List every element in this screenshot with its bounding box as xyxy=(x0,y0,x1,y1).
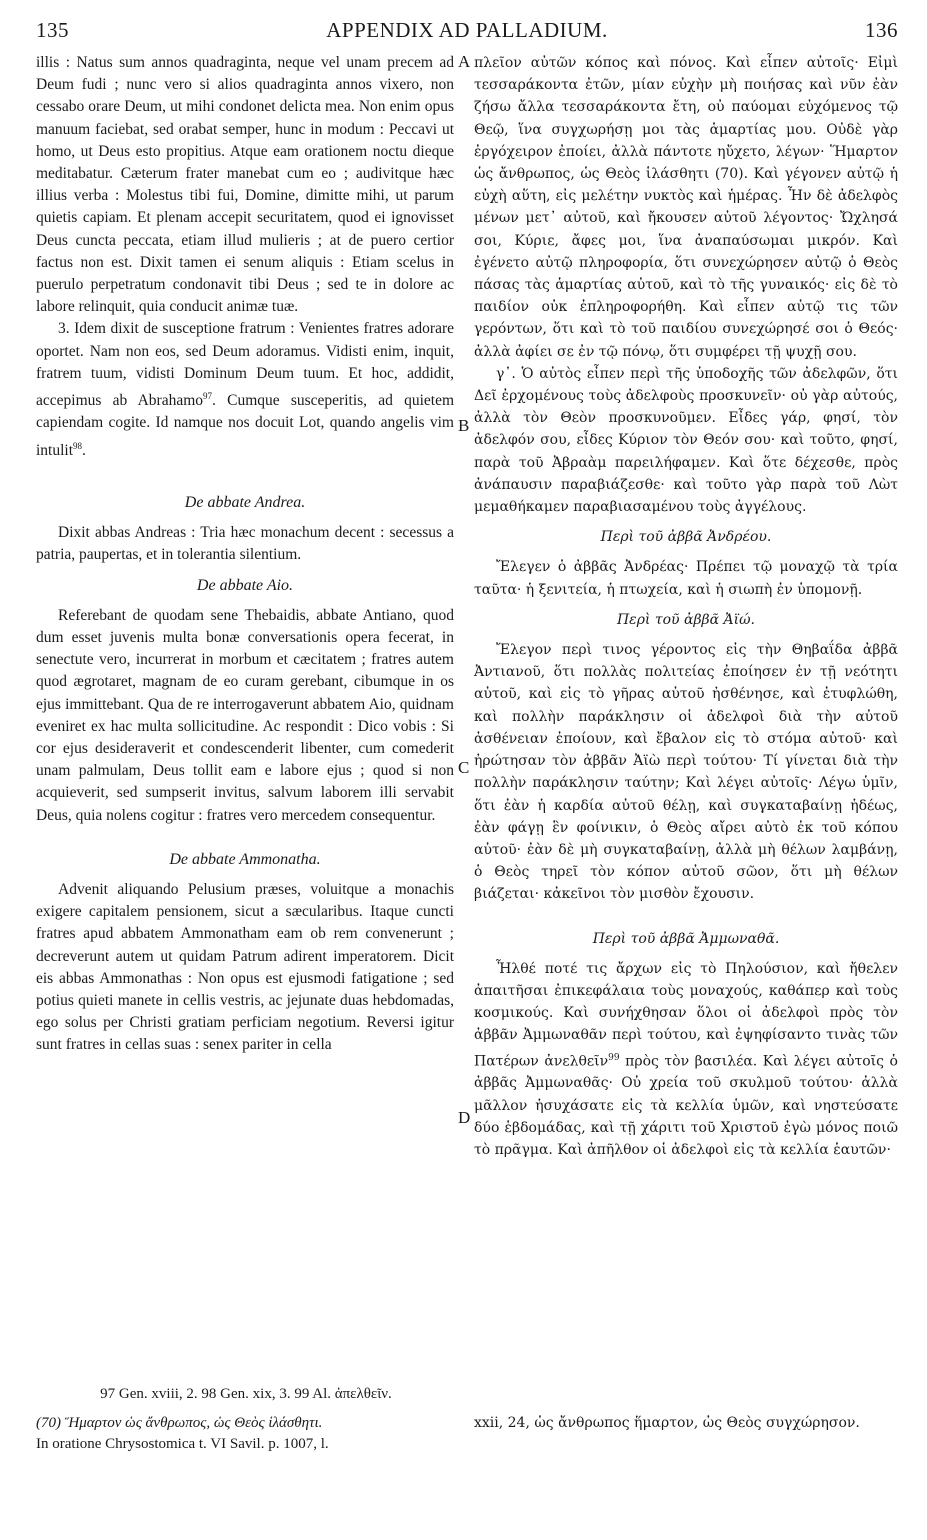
footnote-refs: 97 Gen. xviii, 2. 98 Gen. xix, 3. 99 Al. ἀπελθεῖν. xyxy=(100,1386,392,1402)
section-marker-c: C xyxy=(458,758,470,777)
footnotes-right xyxy=(474,1384,898,1434)
section-marker-d: D xyxy=(458,1108,471,1127)
latin-paragraph: Dixit abbas Andreas : Tria hæc monachum decent : secessus a patria, paupertas, et in tolerantia silentium. xyxy=(36,524,454,564)
latin-paragraph: Advenit aliquando Pelusium præses, voluitque a monachis exigere capitalem pensionem, sicut a sæcularibus. Itaque cuncti fratres apud abbatem Ammonatham eam ob rem convenerunt ; decreverunt autem ut quidam Patrum adirent imperatorem. Dicit eis abbas Ammonathas : Non opus est ejusmodi fatigatione ; sed potius quieti manete in cellis vestris, ac jejunate duas hebdomadas, ego solus per Christi gratiam perficiam negotium. Reversi igitur sunt fratres in cellas suas : senex pariter in cella xyxy=(36,881,454,1054)
page-header xyxy=(36,18,898,46)
greek-text: πρὸς τὸν βασιλέα. Καὶ λέγει αὐτοῖς ὁ ἀββᾶς Ἀμμωναθᾶς· Οὐ χρεία τοῦ σκυλμοῦ τούτου· ἀλλὰ μᾶλλον ἡσυχάσατε εἰς τὰ κελλία ὑμῶν, καὶ νηστεύσατε δύο ἑβδομάδας, καὶ τῇ χάριτι τοῦ Χριστοῦ ἐγὼ μόνος ποιῶ τὸ πρᾶγμα. Καὶ ἀπῆλθον οἱ ἀδελφοὶ εἰς τὰ κελλία ἑαυτῶν· xyxy=(474,1053,898,1158)
latin-text: . Cumque susceperitis, ad quietem capiendam cogite. Id namque nos docuit Lot, quando angelis vim intulit xyxy=(36,392,455,459)
latin-paragraph: Referebant de quodam sene Thebaidis, abbate Antiano, quod dum esset juvenis multa bonæ conversationis opera fecerat, in senectute vero, incurrerat in morbum et cæcitatem ; fratres autem quod ægrotaret, magnam de eo curam gerebant, cibumque in os ejus immittebant. Qua de re interrogaverunt abbatem Aio, quidnam eveniret ex hac multa sollicitudine. Ac respondit : Dico vobis : Si cor ejus desideraverit et condescenderit libenter, cum comederit unam palmulam, Deus tollit eam e labore ejus ; quod si non acquieverit, sed sumpserit invitus, salvum laborem illi servabit Deus, quia nolens cogitur : fratres vero mercedem consequentur. xyxy=(36,606,454,824)
latin-text: 3. Idem dixit de susceptione fratrum : Venientes fratres adorare oportet. Nam non eos, sed Deum adoramus. Vidisti enim, inquit, fratrem tuum, vidisti Dominum Deum tuum. Et hoc, addidit, accepimus ab Abrahamo xyxy=(36,320,454,410)
footnote-70-cont: In oratione Chrysostomica t. VI Savil. p. 1007, l. xyxy=(36,1436,329,1452)
greek-paragraph: γ᾽. Ὁ αὐτὸς εἶπεν περὶ τῆς ὑποδοχῆς τῶν ἀδελφῶν, ὅτι Δεῖ ἐρχομένους τοὺς ἀδελφοὺς προσκυνεῖν· οὐ γὰρ αὐτούς, ἀλλὰ τὸν Θεὸν προσκυνοῦμεν. Εἶδες γάρ, φησί, τὸν ἀδελφόν σου, εἶδες Κύριον τὸν Θεόν σου· καὶ τοῦτο, φησί, παρὰ τοῦ Ἀβραὰμ παρειλήφαμεν. Καὶ ὅτε δέχεσθε, πρὸς ἀνάπαυσιν παραβιάζεσθε· καὶ τοῦτο γὰρ παρὰ τοῦ Λὼτ μεμαθήκαμεν παραβιασαμένου τοὺς ἀγγέλους. xyxy=(474,365,898,516)
section-heading: De abbate Ammonatha. xyxy=(169,850,321,868)
latin-paragraph: illis : Natus sum annos quadraginta, neque vel unam precem ad Deum fudi ; nunc vero si alios quadraginta annos vixero, non cessabo orare Deum, ut mihi condonet delicta mea. Non enim opus manuum faciebat, sed orabat semper, hunc in modum : Peccavi ut homo, ut Deus esto propitius. Atque eam orationem noctu dieque meditabatur. Cæterum frater manebat cum eo ; audivitque hæc illius verba : Molestus tibi fui, Domine, dimitte mihi, ut parum quietis capiam. Et plenam accepit securitatem, quod ei ignovisset Deus cuncta peccata, etiam illud mulieris ; at de puero certior factus non est. Dixit tamen ei senum aliquis : Etiam scelus in puerulo perpetratum condonavit tibi Deus ; sed te in dolore ac labore relinquit, quia conducit animæ tuæ. xyxy=(36,54,454,316)
greek-column xyxy=(474,52,898,1161)
greek-paragraph: πλεῖον αὐτῶν κόπος καὶ πόνος. Καὶ εἶπεν αὐτοῖς· Εἰμὶ τεσσαράκοντα ἐτῶν, μίαν εὐχὴν μὴ ποιήσας καὶ νῦν ἐὰν ζήσω ἄλλα τεσσαράκοντα ἔτη, οὐ παύομαι εὐχόμενος τῷ Θεῷ, ἵνα συγχωρήσῃ μοι τὰς ἁμαρτίας μου. Οὐδὲ γὰρ ἐργόχειρον ἐποίει, ἀλλὰ πάντοτε ηὔχετο, λέγων· Ἥμαρτον ὡς ἄνθρωπος, ὡς Θεὸς ἱλάσθητι (70). Καὶ γέγονεν αὐτῷ ἡ εὐχὴ αὕτη, εἰς μελέτην νυκτὸς καὶ ἡμέρας. Ἦν δὲ ἀδελφὸς μένων μετ᾽ αὐτοῦ, καὶ ἤκουσεν αὐτοῦ λέγοντος· Ὤχλησά σοι, Κύριε, ἄφες μοι, ἵνα ἀναπαύσωμαι μικρόν. Καὶ ἐγένετο αὐτῷ πληροφορία, ὅτι συνεχώρησεν αὐτῷ ὁ Θεὸς πάσας τὰς ἁμαρτίας αὐτοῦ, καὶ τὸ τῆς γυναικός· εἰς δὲ τὸ παιδίον οὐκ ἐπληροφορήθη. Καὶ εἶπεν αὐτῷ τις τῶν γερόντων, ὅτι καὶ τὸ τοῦ παιδίου συνεχώρησέ σοι ὁ Θεός· ἀλλὰ ἀφίει σε ἐν τῷ πόνῳ, ὅτι συμφέρει τῇ ψυχῇ σου. xyxy=(474,55,898,360)
greek-text: Ἦλθέ ποτέ τις ἄρχων εἰς τὸ Πηλούσιον, καὶ ἤθελεν ἀπαιτῆσαι ἐπικεφάλαια τοὺς μοναχούς, καθάπερ καὶ τοὺς κοσμικούς. Καὶ συνήχθησαν ὅλοι οἱ ἀδελφοὶ πρὸς τὸν ἀββᾶν Ἀμμωναθᾶν περὶ τούτου, καὶ ἐψηφίσαντο τινὰς τῶν Πατέρων ἀνελθεῖν xyxy=(474,960,898,1070)
latin-text: . xyxy=(82,441,86,459)
section-marker-a: A xyxy=(458,52,471,71)
section-heading: De abbate Andrea. xyxy=(184,493,306,511)
section-heading: De abbate Aio. xyxy=(196,576,294,594)
footnote-ref: 98 xyxy=(73,440,83,451)
footnote-ref: 97 xyxy=(203,391,213,402)
section-heading: Περὶ τοῦ ἀββᾶ Ἀνδρέου. xyxy=(600,529,772,546)
running-title: APPENDIX AD PALLADIUM. xyxy=(326,18,608,42)
greek-paragraph: Ἔλεγεν ὁ ἀββᾶς Ἀνδρέας· Πρέπει τῷ μοναχῷ τὰ τρία ταῦτα· ἡ ξενιτεία, ἡ πτωχεία, καὶ ἡ σιωπὴ ἐν ὑπομονῇ. xyxy=(474,559,898,598)
section-heading: Περὶ τοῦ ἀββᾶ Ἀμμωναθᾶ. xyxy=(592,930,780,947)
latin-column xyxy=(36,52,454,1057)
footnote-70: (70) Ἥμαρτον ὡς ἄνθρωπος, ὡς Θεὸς ἱλάσθητι. xyxy=(36,1415,323,1431)
footnote-ref: 99 xyxy=(608,1052,620,1063)
page-number-right: 136 xyxy=(865,18,898,42)
page-number-left: 135 xyxy=(36,18,69,42)
greek-paragraph: Ἔλεγον περὶ τινος γέροντος εἰς τὴν Θηβαΐδα ἀββᾶ Ἀντιανοῦ, ὅτι πολλὰς πολιτείας ἐποίησεν ἐν τῇ νεότητι αὐτοῦ, καὶ εἰς τὸ γῆρας αὐτοῦ ἠσθένησε, καὶ ἐτυφλώθη, καὶ πολλὴν παράκλησιν οἱ ἀδελφοὶ διὰ τὴν αὐτοῦ ἀσθένειαν ἐποίουν, καὶ ἔβαλον εἰς τὸ στόμα αὐτοῦ· καὶ ἠρώτησαν τὸν ἀββᾶν Ἀϊὼ περὶ τούτου· Τί γίνεται διὰ τὴν πολλὴν παράκλησιν ταύτην; Καὶ λέγει αὐτοῖς· Λέγω ὑμῖν, ὅτι ἐὰν ἡ καρδία αὐτοῦ θέλῃ, καὶ συγκαταβαίνῃ ἡδέως, ἐὰν φάγῃ ἓν φοίνικιν, ὁ Θεὸς αἴρει αὐτὸ ἐκ τοῦ κόπου αὐτοῦ· ἐὰν δὲ μὴ συγκαταβαίνῃ, ἀλλὰ μὴ θέλων λαμβάνῃ, ὁ Θεὸς τηρεῖ τὸν κόπον αὐτοῦ σῶον, ὅτι μὴ θέλων βιάζεται· κἀκεῖνοι τὸν μισθὸν ἔχουσιν. xyxy=(474,642,898,903)
latin-paragraph xyxy=(36,318,454,462)
footnotes-left xyxy=(36,1384,456,1455)
section-marker-b: B xyxy=(458,416,470,435)
greek-paragraph xyxy=(474,958,898,1161)
footnote-70-right: xxii, 24, ὡς ἄνθρωπος ἥμαρτον, ὡς Θεὸς συγχώρησον. xyxy=(474,1415,860,1431)
section-heading: Περὶ τοῦ ἀββᾶ Ἀϊώ. xyxy=(616,611,756,628)
